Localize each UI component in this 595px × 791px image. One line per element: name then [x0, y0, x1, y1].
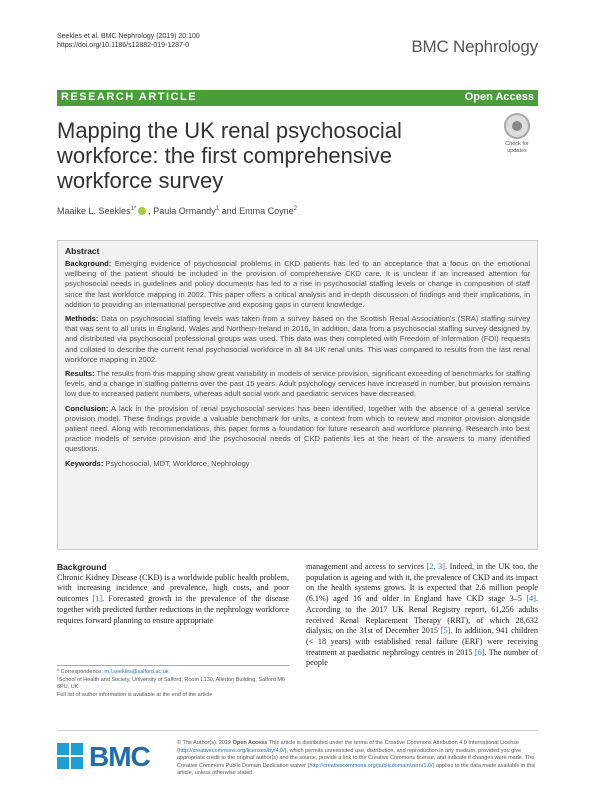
citation-link[interactable]: [5]	[440, 626, 451, 636]
open-access-label: Open Access	[464, 91, 534, 103]
author-1[interactable]: Maaike L. Seekles	[57, 206, 131, 216]
email-link[interactable]: m.l.seekles@salford.ac.uk	[104, 669, 169, 675]
doi-link[interactable]: https://doi.org/10.1186/s12882-019-1287-0	[57, 42, 190, 49]
body-column-left	[57, 562, 289, 626]
citation-text: Seekles et al. BMC Nephrology (2019) 20:100	[57, 33, 200, 40]
license-text: © The Author(s). 2019 Open Access This article is distributed under the terms of the Creative Commons Attribution 4.0 International License (http://creativecommons.org/licenses/by/4.0/), which permits unrestricted use, distribution, and reproduction in any medium, provided you give appropriate credit to the original author(s) and the source, provide a link to the Creative Commons license, and indicate if changes were made. The Creative Commons Public Domain Dedication waiver (http://creativecommons.org/publicdomain/zero/1.0/) applies to the data made available in this article, unless otherwise stated.	[177, 740, 536, 777]
keywords: Keywords: Psychosocial, MDT, Workforce, Nephrology	[65, 458, 250, 468]
author-info-note: Full list of author information is available at the end of the article	[57, 691, 213, 698]
section-heading-background: Background	[57, 562, 107, 572]
orcid-icon[interactable]	[138, 207, 146, 215]
check-for-updates-badge[interactable]	[498, 113, 536, 157]
journal-name: BMC Nephrology	[411, 37, 538, 56]
license-link[interactable]: http://creativecommons.org/licenses/by/4.0/	[178, 747, 285, 754]
body-paragraph-right: management and access to services [2, 3]. Indeed, in the UK too, the population is ageing and with it, the prevalence of CKD and its impact on the health systems grows. It is expected that 2.6 million people (6.1%) aged 16 and older in England have CKD stage 3–5 [4]. According to the 2017 UK Renal Registry report, 61,256 adults received Renal Replacement Therapy (RRT), of which 28,632 dialysis, on the 31st of December 2015 [5]. In addition, 941 children (< 18 years) with established renal failure (ERF) were receiving treatment at paediatric nephrology centres in 2015 [6]. The number of people	[306, 562, 539, 668]
affiliation: ¹School of Health and Society, University of Salford, Room L130, Allerton Building, Salford M6 6PU, UK	[57, 676, 285, 690]
article-type: RESEARCH ARTICLE	[61, 91, 198, 103]
citation-link[interactable]: [4]	[526, 594, 536, 604]
author-3[interactable]: and Emma Coyne	[219, 206, 294, 216]
footnotes	[57, 665, 289, 699]
article-type-bar	[57, 90, 538, 106]
waiver-link[interactable]: http://creativecommons.org/publicdomain/zero/1.0/	[309, 762, 433, 769]
crossmark-icon	[504, 113, 530, 139]
citation-link[interactable]: [1]	[92, 594, 103, 604]
bmc-logo	[57, 741, 167, 772]
author-2[interactable]: , Paula Ormandy	[148, 206, 216, 216]
abstract-heading: Abstract	[65, 246, 100, 256]
badge-label-2: updates	[507, 147, 527, 154]
bmc-logo-icon	[57, 743, 83, 769]
page-footer	[57, 730, 538, 781]
bmc-logo-text: BMC	[89, 741, 150, 772]
abstract-box	[57, 240, 538, 550]
abstract-methods: Methods: Data on psychosocial staffing levels was taken from a survey based on the Scottish Renal Association's (SRA) staffing survey that was sent to all units in England, Wales and Northern-Ireland in 2016. In addition, data from a psychosocial staffing survey designed by and distributed via psychosocial professional groups was used. This data was then completed with Freedom of Information (FOI) requests and collated to describe the current renal psychosocial workforce in all 84 UK renal units. This was compared to results from the last renal workforce mapping in 2002.	[65, 314, 530, 364]
body-column-right	[306, 562, 538, 669]
citation	[57, 32, 200, 50]
correspondence: * Correspondence: m.l.seekles@salford.ac.uk	[57, 669, 169, 675]
abstract-conclusion: Conclusion: A lack in the provision of renal psychosocial services has been identified, together with the absence of a general service provision model. These findings provide a valuable benchmark for units, a context from which to review and monitor provision alongside patient need. Along with recommendations, this paper forms a foundation for future research and workforce planning. Research into best practice models of service provision and the psychosocial needs of CKD patients lies at the heart of the answers to many identified questions.	[65, 403, 530, 454]
citation-link[interactable]: [6]	[474, 647, 485, 657]
abstract-background: Background: Emerging evidence of psychosocial problems in CKD patients has led to an acceptance that a focus on the emotional wellbeing of the patient should be included in the provision of comprehensive CKD care. It is unclear if an increased attention for psychosocial needs in guidelines and policy documents has led to a rise in psychosocial staffing levels or change in composition of staff since the last workforce mapping in 2002. This paper offers a critical analysis and in-depth discussion of findings and their implications, in addition to providing an international perspective and exposing gaps in current knowledge.	[65, 259, 530, 309]
article-title: Mapping the UK renal psychosocial workforce: the first comprehensive workforce survey	[57, 118, 402, 193]
badge-label-1: Check for	[505, 141, 529, 147]
body-paragraph-left: Chronic Kidney Disease (CKD) is a worldwide public health problem, with increasing incidence and prevalence, high costs, and poor outcomes [1]. Forecasted growth in the prevalence of the disease together with predicted further reductions in the nephrology workforce requires forward planning to ensure appropriate	[57, 572, 289, 625]
author-list: Maaike L. Seekles$^{1*}$ , Paula Ormandy$^1$ and Emma Coyne$^2$	[57, 206, 297, 216]
citation-link[interactable]: [2, 3]	[426, 562, 445, 571]
abstract-results: Results: The results from this mapping show great variability in models of service provision, significant exceeding of benchmarks for staffing levels, and a change in staffing patterns over the past 15 years. Adult psychology services have increased in number, but provision remains low due to increased patient numbers, whereas adult social work and paediatric services have decreased.	[65, 369, 530, 399]
